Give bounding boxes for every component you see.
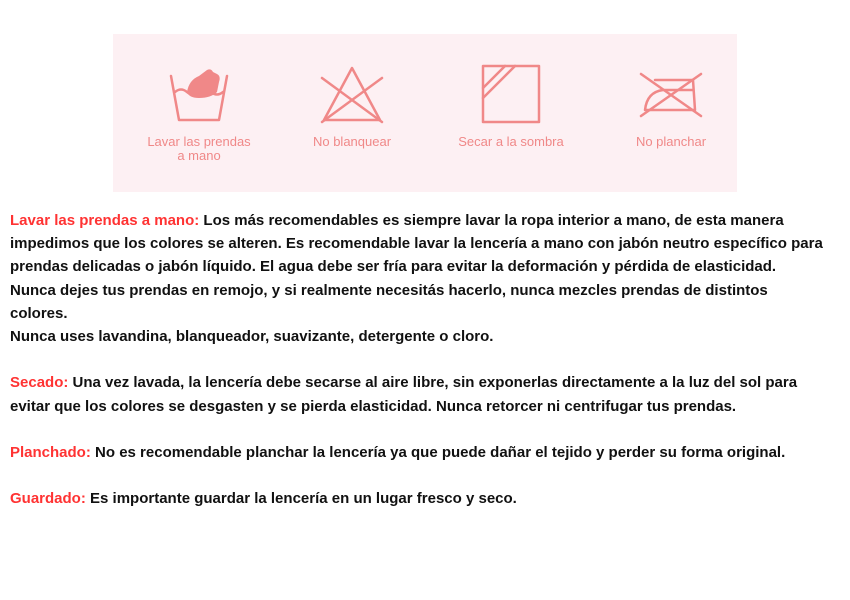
care-symbols-banner [113, 34, 737, 192]
section-heading: Lavar las prendas a mano: [10, 212, 200, 229]
section-text: Los más recomendables es siempre lavar la ropa interior a mano, de esta manera impedimos que los colores se alteren. Es recomendable lavar la lencería a mano con jabón neutro específico para prendas delicadas o jabón líquido. El agua debe ser fría para evitar la deformación y pérdida de elasticidad. Nunca dejes tus prendas en remojo, y si realmente necesitás hacerlo, nunca mezcles prendas de distintos colores. [10, 212, 823, 322]
care-label-no-bleach: No blanquear [312, 134, 392, 149]
care-label-no-iron: No planchar [635, 134, 707, 149]
section-lavado-note: Nunca uses lavandina, blanqueador, suavizante, detergente o cloro. [10, 328, 494, 346]
hand-wash-icon [165, 62, 233, 126]
care-label-dry-in-shade: Secar a la sombra [458, 134, 564, 149]
section-text: Una vez lavada, la lencería debe secarse al aire libre, sin exponerlas directamente a la luz del sol para evitar que los colores se desgasten y se pierda elasticidad. Nunca retorcer ni centrifugar tus prendas. [10, 374, 798, 415]
section-guardado [10, 487, 825, 510]
care-item-no-bleach [274, 34, 430, 192]
section-text: No es recomendable planchar la lencería ya que puede dañar el tejido y perder su forma original. [95, 444, 786, 461]
section-heading: Secado: [10, 374, 69, 392]
care-item-no-iron [593, 34, 749, 192]
no-bleach-icon [318, 62, 386, 126]
section-text: Es importante guardar la lencería en un lugar fresco y seco. [90, 490, 517, 508]
dry-in-shade-icon [477, 62, 545, 126]
care-instructions [10, 209, 825, 511]
section-heading: Guardado: [10, 490, 86, 508]
section-planchado [10, 441, 825, 464]
care-item-dry-in-shade [433, 34, 589, 192]
section-lavado [10, 209, 825, 325]
section-secado [10, 371, 825, 417]
section-heading: Planchado: [10, 444, 91, 461]
no-iron-icon [637, 62, 705, 126]
care-label-hand-wash: Lavar las prendas a mano [147, 134, 251, 163]
care-item-hand-wash [121, 34, 277, 192]
